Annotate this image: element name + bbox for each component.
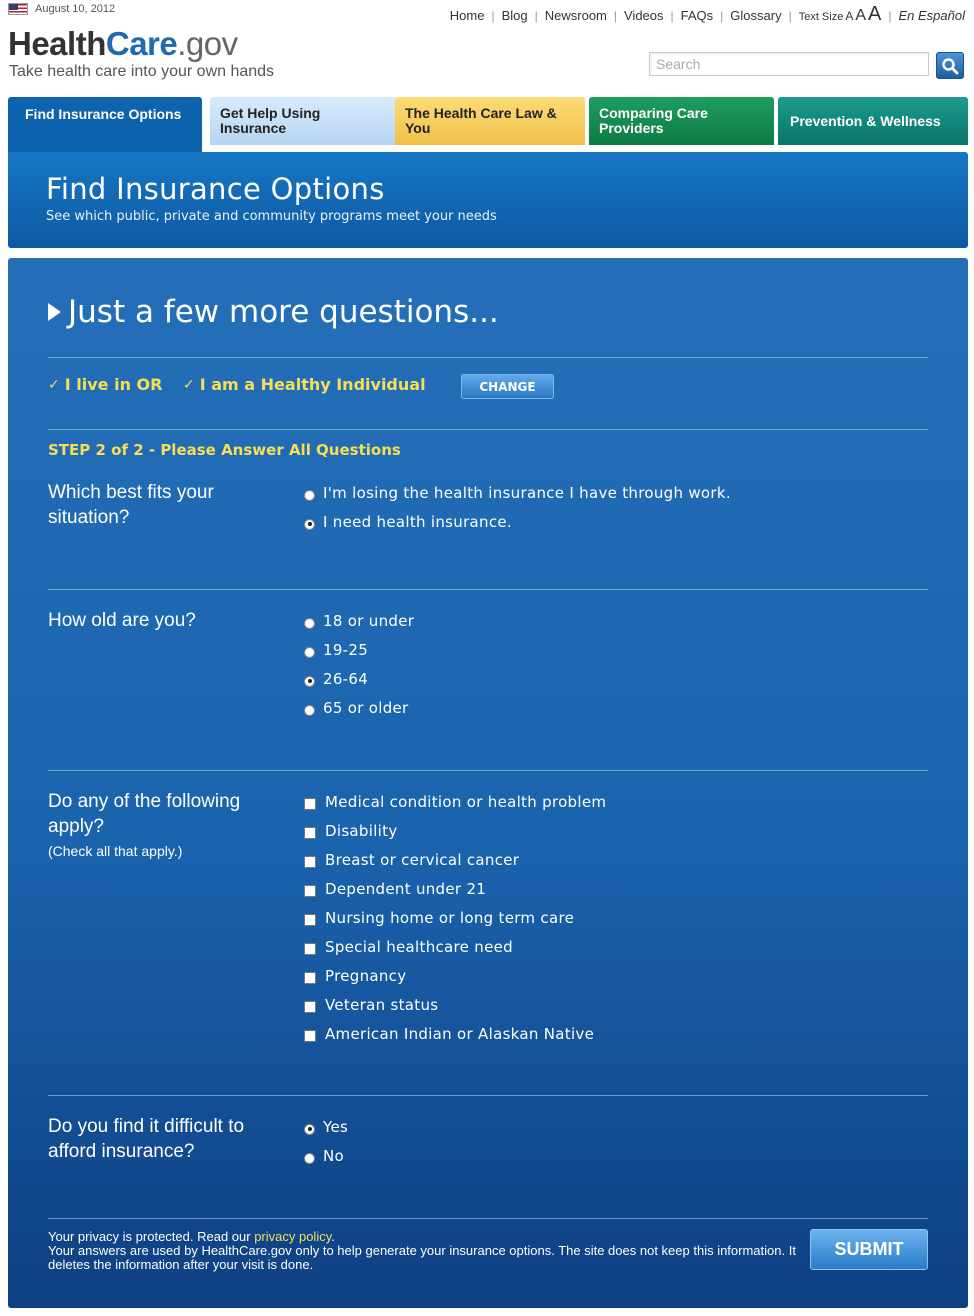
- radio-button[interactable]: [304, 1153, 315, 1164]
- utility-nav: [450, 3, 965, 26]
- radio-button[interactable]: [304, 705, 315, 716]
- option-label: 19-25: [323, 641, 369, 659]
- search-button[interactable]: [936, 52, 964, 79]
- checkbox-disability[interactable]: [304, 822, 398, 840]
- step-indicator: STEP 2 of 2 - Please Answer All Questions: [48, 441, 401, 459]
- checkbox-pregnancy[interactable]: [304, 967, 406, 985]
- form-title: [48, 294, 499, 330]
- option-label: No: [323, 1147, 344, 1165]
- question-age: How old are you?: [48, 610, 196, 631]
- form-title-text: Just a few more questions...: [68, 294, 499, 330]
- privacy-details: Your answers are used by HealthCare.gov only to help generate your insurance options. The site does not keep this information. It deletes the information after your visit is done.: [48, 1243, 796, 1272]
- option-label: Breast or cervical cancer: [325, 851, 520, 869]
- option-label: American Indian or Alaskan Native: [325, 1025, 595, 1043]
- tab-comparing-care-providers[interactable]: Comparing Care Providers: [589, 97, 774, 145]
- divider: [48, 429, 928, 430]
- divider: [48, 1095, 928, 1096]
- submit-button[interactable]: SUBMIT: [810, 1229, 928, 1270]
- privacy-policy-link[interactable]: privacy policy: [254, 1229, 332, 1244]
- option-age-65-older[interactable]: [304, 699, 409, 717]
- option-label: 65 or older: [323, 699, 409, 717]
- checkbox[interactable]: [304, 972, 316, 984]
- page-banner: [8, 152, 968, 248]
- checkbox[interactable]: [304, 1030, 316, 1042]
- checkbox[interactable]: [304, 885, 316, 897]
- change-button[interactable]: CHANGE: [461, 374, 554, 399]
- logo-part-care: Care: [105, 25, 178, 62]
- checkbox[interactable]: [304, 798, 316, 810]
- checkmark-icon: ✓: [183, 376, 195, 393]
- question-afford: Do you find it difficult to afford insurance?: [48, 1116, 245, 1162]
- checkbox[interactable]: [304, 1001, 316, 1013]
- text-size-small[interactable]: A: [845, 9, 854, 23]
- checkbox-veteran[interactable]: [304, 996, 438, 1014]
- radio-button-selected[interactable]: [304, 519, 315, 530]
- nav-home[interactable]: Home: [449, 8, 485, 23]
- option-label: Special healthcare need: [325, 938, 513, 956]
- radio-button[interactable]: [304, 490, 315, 501]
- option-label: I'm losing the health insurance I have through work.: [323, 484, 731, 502]
- option-afford-yes[interactable]: [304, 1118, 348, 1136]
- option-age-19-25[interactable]: [304, 641, 368, 659]
- checkbox-nursing-home[interactable]: [304, 909, 574, 927]
- current-date: August 10, 2012: [35, 3, 116, 15]
- tagline: Take health care into your own hands: [9, 63, 275, 80]
- checkbox-special-need[interactable]: [304, 938, 513, 956]
- tab-health-care-law[interactable]: The Health Care Law & You: [395, 97, 585, 145]
- nav-divider: |: [720, 9, 724, 23]
- option-age-18-under[interactable]: [304, 612, 414, 630]
- privacy-text-end: .: [331, 1229, 335, 1244]
- option-label: Dependent under 21: [325, 880, 487, 898]
- text-size-control: [799, 3, 882, 26]
- nav-divider: |: [888, 9, 892, 23]
- divider: [48, 770, 928, 771]
- option-losing-insurance[interactable]: [304, 484, 731, 502]
- option-age-26-64[interactable]: [304, 670, 368, 688]
- summary-item-location: [48, 375, 162, 394]
- question-situation: Which best fits your situation?: [48, 482, 214, 528]
- page-subtitle: See which public, private and community programs meet your needs: [46, 209, 497, 224]
- question-conditions-hint: (Check all that apply.): [48, 843, 183, 859]
- checkbox-cancer[interactable]: [304, 851, 519, 869]
- nav-divider: |: [534, 9, 538, 23]
- nav-newsroom[interactable]: Newsroom: [544, 8, 607, 23]
- option-label: I need health insurance.: [323, 513, 513, 531]
- tab-prevention-wellness[interactable]: Prevention & Wellness: [778, 97, 968, 145]
- option-need-insurance[interactable]: [304, 513, 512, 531]
- nav-divider: |: [613, 9, 617, 23]
- checkmark-icon: ✓: [48, 376, 60, 393]
- question-conditions-text: Do any of the following apply?: [48, 791, 241, 837]
- checkbox[interactable]: [304, 827, 316, 839]
- search-icon: [941, 57, 959, 75]
- nav-divider: |: [491, 9, 495, 23]
- question-conditions: [48, 789, 278, 863]
- divider: [48, 357, 928, 358]
- option-label: 18 or under: [323, 612, 415, 630]
- text-size-medium[interactable]: A: [855, 7, 867, 24]
- divider: [48, 1218, 928, 1219]
- option-label: Veteran status: [325, 996, 439, 1014]
- summary-item-status: [183, 375, 426, 394]
- nav-divider: |: [788, 9, 792, 23]
- privacy-notice: [48, 1230, 808, 1272]
- divider: [48, 589, 928, 590]
- search-input[interactable]: [649, 52, 929, 76]
- checkbox-medical-condition[interactable]: [304, 793, 606, 811]
- site-header: [0, 0, 974, 96]
- radio-button[interactable]: [304, 647, 315, 658]
- tab-find-insurance-options[interactable]: Find Insurance Options: [8, 97, 202, 153]
- privacy-text: Your privacy is protected. Read our: [48, 1229, 255, 1244]
- logo-part-gov: .gov: [177, 25, 238, 62]
- main-tabs: [8, 97, 968, 153]
- triangle-arrow-icon: [48, 303, 61, 321]
- option-label: Medical condition or health problem: [325, 793, 607, 811]
- summary-status-text: I am a Healthy Individual: [199, 375, 426, 394]
- option-label: 26-64: [323, 670, 369, 688]
- radio-button[interactable]: [304, 618, 315, 629]
- tab-get-help-using-insurance[interactable]: Get Help Using Insurance: [210, 97, 399, 145]
- us-flag-icon: [8, 3, 28, 15]
- checkbox[interactable]: [304, 943, 316, 955]
- checkbox[interactable]: [304, 856, 316, 868]
- healthcare-gov-logo[interactable]: [8, 24, 238, 64]
- questionnaire-panel: [8, 258, 968, 1308]
- nav-divider: |: [670, 9, 674, 23]
- page-title: Find Insurance Options: [46, 172, 385, 206]
- option-label: Yes: [323, 1118, 349, 1136]
- logo-part-health: Health: [8, 25, 106, 62]
- text-size-large[interactable]: A: [868, 3, 882, 25]
- checkbox[interactable]: [304, 914, 316, 926]
- option-afford-no[interactable]: [304, 1147, 344, 1165]
- radio-button-selected[interactable]: [304, 676, 315, 687]
- date-row: [8, 3, 115, 15]
- checkbox-native[interactable]: [304, 1025, 594, 1043]
- summary-location-text: I live in OR: [64, 375, 163, 394]
- nav-glossary[interactable]: Glossary: [730, 8, 782, 23]
- nav-videos[interactable]: Videos: [624, 8, 664, 23]
- option-label: Pregnancy: [325, 967, 407, 985]
- checkbox-dependent[interactable]: [304, 880, 486, 898]
- nav-faqs[interactable]: FAQs: [680, 8, 714, 23]
- nav-blog[interactable]: Blog: [501, 8, 528, 23]
- nav-espanol[interactable]: En Español: [898, 8, 965, 23]
- radio-button-selected[interactable]: [304, 1124, 315, 1135]
- option-label: Nursing home or long term care: [325, 909, 575, 927]
- option-label: Disability: [325, 822, 398, 840]
- text-size-label: Text Size: [798, 11, 844, 23]
